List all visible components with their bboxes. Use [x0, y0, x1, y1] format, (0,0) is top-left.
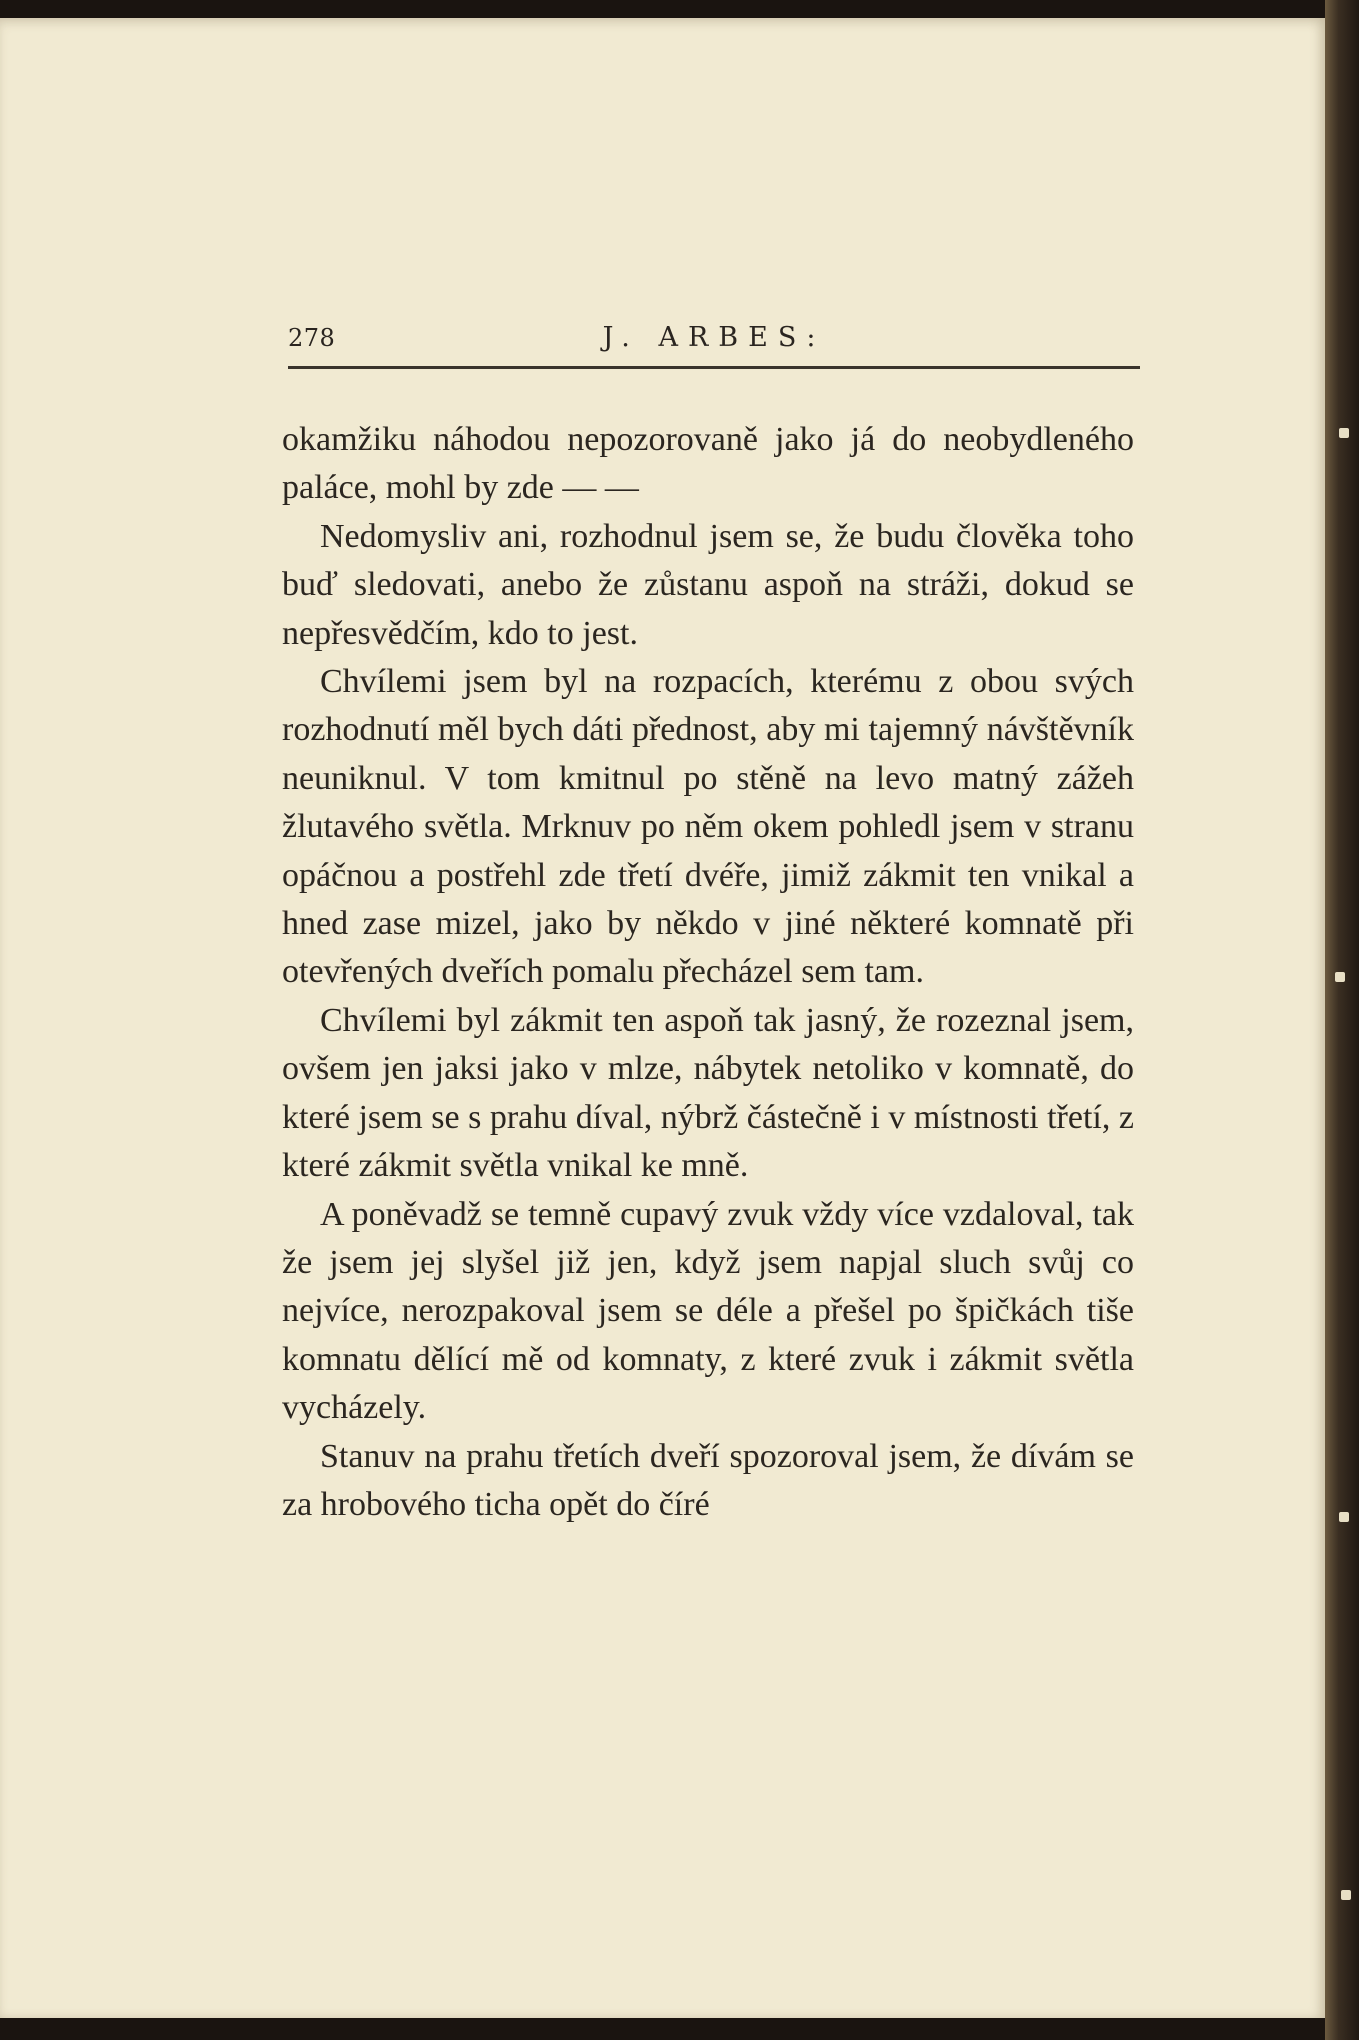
edge-mark: [1335, 972, 1345, 982]
header-rule: [288, 366, 1140, 369]
paragraph: okamžiku náhodou nepozorovaně jako já do neobydleného paláce, mohl by zde — —: [282, 421, 1134, 507]
edge-mark: [1339, 1512, 1349, 1522]
body-text: [282, 416, 1134, 1529]
edge-mark: [1341, 1890, 1351, 1900]
running-header: [288, 318, 1140, 370]
paragraph: A poněvadž se temně cupavý zvuk vždy více vzdaloval, tak že jsem jej slyšel již jen, když jsem napjal sluch svůj co nejvíce, nerozpakoval jsem se déle a přešel po špičkách tiše komnatu dělící mě od komnaty, z které zvuk i zákmit světla vycházely.: [282, 1195, 1134, 1427]
edge-mark: [1339, 428, 1349, 438]
paragraph: Chvílemi byl zákmit ten aspoň tak jasný, že rozeznal jsem, ovšem jen jaksi jako v mlze, nábytek netoliko v komnatě, do které jsem se s prahu díval, nýbrž částečně i v místnosti třetí, z které zákmit světla vnikal ke mně.: [282, 1001, 1134, 1185]
running-head-title: J. ARBES:: [602, 322, 826, 353]
paragraph: Nedomysliv ani, rozhodnul jsem se, že budu člověka toho buď sledovati, anebo že zůstanu aspoň na stráži, dokud se nepřesvědčím, kdo to jest.: [282, 517, 1134, 652]
page-number: 278: [288, 324, 336, 352]
paragraph: Chvílemi jsem byl na rozpacích, kterému z obou svých rozhodnutí měl bych dáti přednost, aby mi tajemný návštěvník neuniknul. V tom kmitnul po stěně na levo matný zážeh žlutavého světla. Mrknuv po něm okem pohledl jsem v stranu opáčnou a postřehl zde třetí dvéře, jimiž zákmit ten vnikal a hned zase mizel, jako by někdo v jiné některé komnatě při otevřených dveřích pomalu přecházel sem tam.: [282, 663, 1134, 991]
page-edge: [1325, 0, 1359, 2040]
paragraph: Stanuv na prahu třetích dveří spozoroval jsem, že dívám se za hrobového ticha opět do číré: [282, 1437, 1134, 1523]
